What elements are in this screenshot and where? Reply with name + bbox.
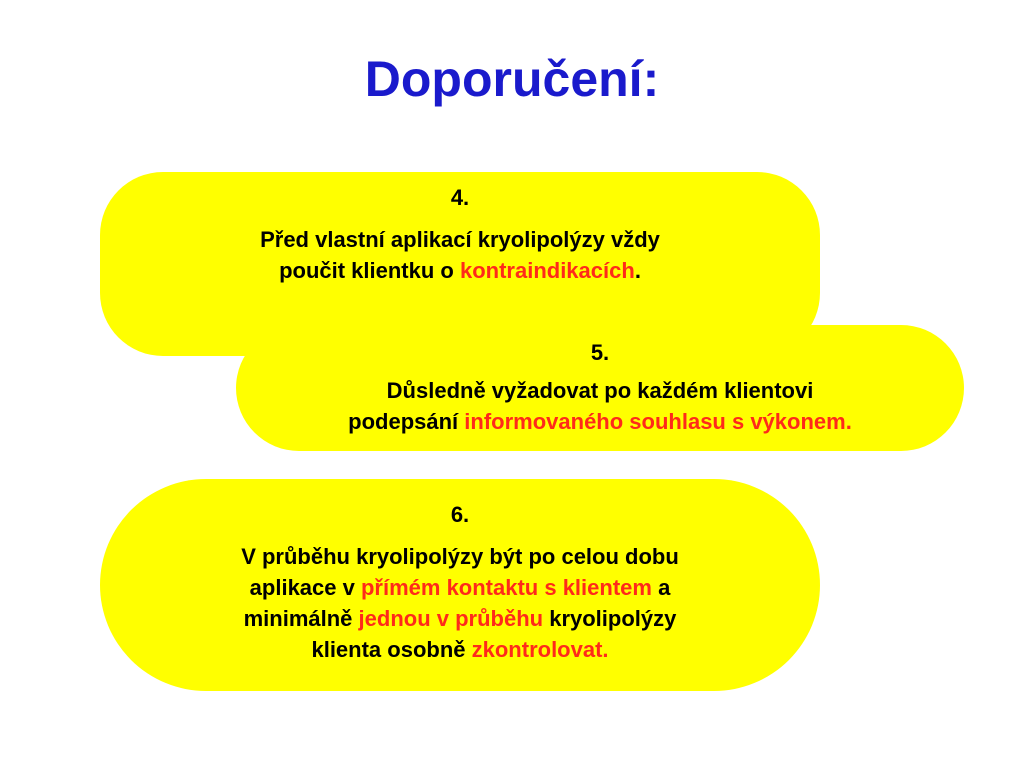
text-segment: a (651, 575, 671, 600)
text-segment: klienta osobně (311, 637, 472, 662)
card-number: 5. (590, 340, 610, 365)
text-line (100, 572, 820, 603)
text-line (100, 541, 820, 572)
recommendation-card-5 (236, 325, 964, 451)
card-number: 6. (450, 502, 470, 527)
text-segment: Důsledně vyžadovat po každém klientovi (386, 378, 814, 403)
card-text (236, 375, 964, 437)
highlighted-text-segment: jednou v průběhu (358, 606, 544, 631)
text-segment: . (634, 258, 641, 283)
highlighted-text-segment: informovaného souhlasu s výkonem. (464, 409, 852, 434)
slide-title: Doporučení: (364, 51, 660, 107)
text-segment: aplikace v (249, 575, 361, 600)
highlighted-text-segment: zkontrolovat. (471, 637, 609, 662)
recommendation-card-6 (100, 479, 820, 691)
card-text (100, 541, 820, 665)
text-line (236, 375, 964, 406)
card-text (100, 224, 820, 286)
text-segment: podepsání (348, 409, 465, 434)
text-segment: V průběhu kryolipolýzy být po celou dobu (241, 544, 679, 569)
text-segment: kryolipolýzy (543, 606, 677, 631)
highlighted-text-segment: kontraindikacích (459, 258, 635, 283)
text-segment: Před vlastní aplikací kryolipolýzy vždy (260, 227, 660, 252)
highlighted-text-segment: přímém kontaktu s klientem (360, 575, 652, 600)
text-line (100, 603, 820, 634)
text-segment: minimálně (243, 606, 359, 631)
text-line (100, 634, 820, 665)
card-number: 4. (450, 185, 470, 210)
text-line (100, 224, 820, 255)
text-line (100, 255, 820, 286)
text-line (236, 406, 964, 437)
text-segment: poučit klientku o (279, 258, 460, 283)
